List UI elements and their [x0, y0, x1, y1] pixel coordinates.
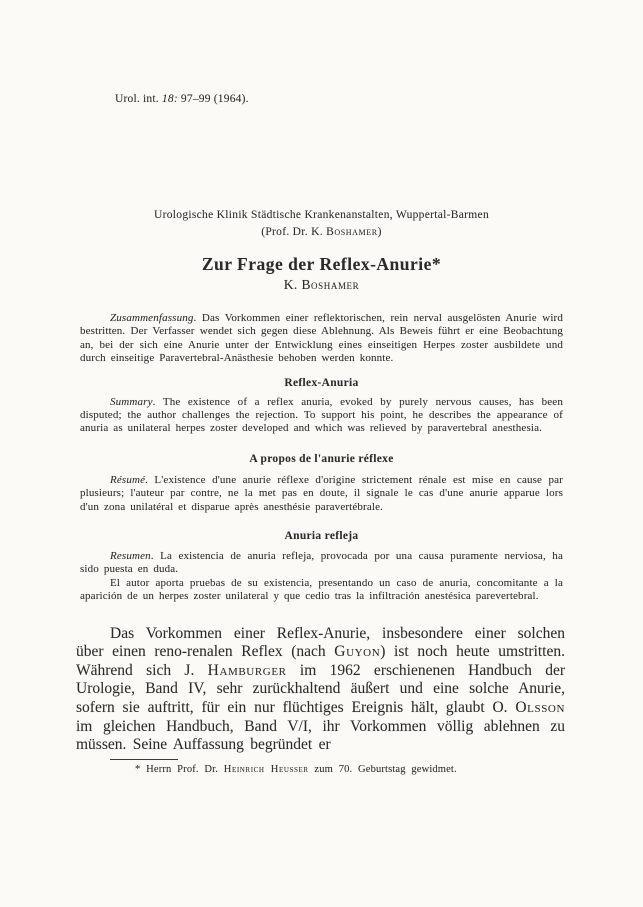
footnote: * Herrn Prof. Dr. Heinrich Heusser zum 70. Geburtstag gewidmet.	[135, 763, 457, 775]
abstract-spanish	[80, 550, 563, 604]
author-name: K. Boshamer	[283, 277, 360, 292]
abstract-english-text: Summary. The existence of a reflex anuria, evoked by purely nervous causes, has been disputed; the author challenges the rejection. To support his point, he describes the appearance of anuria as unilateral herpes zoster developed and which was relieved by paravertebral anesthesia.	[80, 395, 563, 435]
abstract-spanish-text-2: El autor aporta pruebas de su existencia, presentando un caso de anuria, concomitante a la aparición de un herpes zoster unilateral y que cedio tras la infiltración anestésica parevertebral.	[80, 576, 563, 603]
abstract-german	[80, 312, 563, 366]
abstract-spanish-text-1: Resumen. La existencia de anuria refleja, provocada por una causa puramente nerviosa, ha sido puesta en duda.	[80, 550, 563, 576]
footnote-rule	[110, 759, 178, 760]
abstract-english	[80, 396, 563, 436]
body-paragraph: Das Vorkommen einer Reflex-Anurie, insbesondere einer solchen über einen reno-renalen Reflex (nach Guyon) ist noch heute umstritten. Während sich J. Hamburger im 1962 erschienenen Handbuch der Urologie, Band IV, sehr zurückhaltend äußert und eine solche Anurie, sofern sie auftritt, für ein nur flüchtiges Ereignis hält, glaubt O. Olsson im gleichen Handbuch, Band V/I, ihr Vorkommen völlig ablehnen zu müssen. Seine Auffassung begründet er	[76, 624, 565, 754]
affiliation-line-director: (Prof. Dr. K. Boshamer)	[261, 226, 382, 238]
article-body	[76, 625, 565, 755]
section-heading-english: Reflex-Anuria	[284, 376, 359, 389]
affiliation-line-institution: Urologische Klinik Städtische Krankenanstalten, Wuppertal-Barmen	[153, 209, 489, 221]
abstract-french-text: Résumé. L'existence d'une anurie réflexe d'origine strictement rénale est mise en cause par plusieurs; l'auteur par contre, ne la met pas en doute, il signale le cas d'une anurie apparue lors d'un zona unilatéral et disparue après anesthésie paravertébrale.	[80, 473, 563, 513]
affiliation-block	[80, 207, 563, 241]
abstract-french	[80, 474, 563, 514]
section-heading-spanish: Anuria refleja	[284, 530, 359, 543]
abstract-german-text: Zusammenfassung. Das Vorkommen einer reflektorischen, rein nerval ausgelösten Anurie wird bestritten. Der Verfasser wendet sich gegen diese Ablehnung. Als Beweis führt er eine Beobachtung an, bei der sich eine Anurie unter der Entwicklung eines einseitigen Herpes zoster ausbildete und durch einseitige Paravertebral-Anästhesie behoben werden konnte.	[80, 312, 563, 365]
section-heading-french: A propos de l'anurie réflexe	[249, 452, 394, 465]
article-title: Zur Frage der Reflex-Anurie*	[201, 254, 442, 274]
journal-reference: Urol. int. 18: 97–99 (1964).	[115, 93, 249, 105]
